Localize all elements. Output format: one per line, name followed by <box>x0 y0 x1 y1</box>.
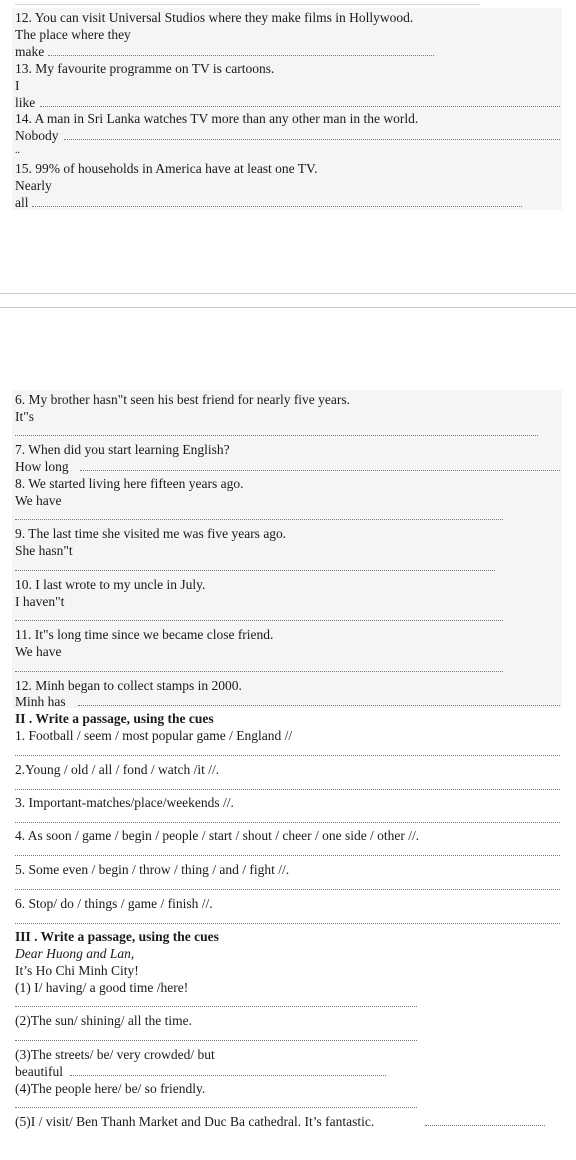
question-9-start: She hasn"t <box>15 543 73 558</box>
question-10: 10. I last wrote to my uncle in July. <box>15 577 206 592</box>
answer-line <box>78 705 560 706</box>
letter-cue-5: (5)I / visit/ Ben Thanh Market and Duc Ba cathedral. It’s fantastic. <box>15 1114 375 1129</box>
page-separator <box>0 293 576 294</box>
answer-line <box>15 671 503 672</box>
answer-line <box>48 55 434 56</box>
answer-line <box>425 1125 545 1126</box>
answer-line <box>15 1040 417 1041</box>
question-15-start: all <box>15 195 29 210</box>
letter-cue-1: (1) I/ having/ a good time /here! <box>15 980 189 995</box>
answer-line <box>80 470 560 471</box>
question-13-start: like <box>15 95 36 110</box>
question-8-start: We have <box>15 493 62 508</box>
question-12-a-start: make <box>15 44 45 59</box>
letter-cue-2: (2)The sun/ shining/ all the time. <box>15 1013 192 1028</box>
cue-item: 3. Important-matches/place/weekends //. <box>15 795 234 810</box>
section-3-heading: III . Write a passage, using the cues <box>15 929 219 944</box>
answer-line <box>15 889 560 890</box>
letter-cue-4: (4)The people here/ be/ so friendly. <box>15 1081 206 1096</box>
answer-line <box>32 206 522 207</box>
question-7-start: How long <box>15 459 69 474</box>
answer-line <box>15 923 560 924</box>
answer-line <box>40 106 560 107</box>
top-rule <box>15 4 480 5</box>
cue-item: 1. Football / seem / most popular game / England // <box>15 728 293 743</box>
question-8: 8. We started living here fifteen years ago. <box>15 476 244 491</box>
cue-item: 2.Young / old / all / fond / watch /it //. <box>15 762 220 777</box>
cue-item: 6. Stop/ do / things / game / finish //. <box>15 896 213 911</box>
answer-line <box>15 1006 417 1007</box>
page-separator <box>0 307 576 308</box>
cue-item: 4. As soon / game / begin / people / start / shout / cheer / one side / other //. <box>15 828 420 843</box>
answer-line <box>15 1107 417 1108</box>
question-12-b-start: Minh has <box>15 694 66 709</box>
question-6-start: It"s <box>15 409 35 424</box>
question-15-prompt: Nearly <box>15 178 52 193</box>
part-b-background <box>12 390 562 708</box>
question-13: 13. My favourite programme on TV is cartoons. <box>15 61 275 76</box>
question-6: 6. My brother hasn"t seen his best friend for nearly five years. <box>15 392 351 407</box>
question-11: 11. It"s long time since we became close friend. <box>15 627 274 642</box>
answer-line <box>15 755 560 756</box>
question-15: 15. 99% of households in America have at least one TV. <box>15 161 318 176</box>
letter-greeting: Dear Huong and Lan, <box>15 946 135 961</box>
question-12-a: 12. You can visit Universal Studios where they make films in Hollywood. <box>15 10 414 25</box>
section-2-heading: II . Write a passage, using the cues <box>15 711 214 726</box>
answer-line <box>64 139 560 140</box>
question-14: 14. A man in Sri Lanka watches TV more than any other man in the world. <box>15 111 419 126</box>
answer-line <box>70 1075 386 1076</box>
answer-line <box>15 789 560 790</box>
question-9: 9. The last time she visited me was five years ago. <box>15 526 287 541</box>
answer-line <box>15 519 503 520</box>
question-7: 7. When did you start learning English? <box>15 442 230 457</box>
answer-line <box>15 822 560 823</box>
question-14-continuation: .. <box>15 145 20 156</box>
answer-line <box>15 855 560 856</box>
letter-cue-3: (3)The streets/ be/ very crowded/ but <box>15 1047 215 1062</box>
question-14-start: Nobody <box>15 128 59 143</box>
answer-line <box>15 435 538 436</box>
question-13-prompt: I <box>15 78 20 93</box>
question-12-a-prompt: The place where they <box>15 27 131 42</box>
question-12-b: 12. Minh began to collect stamps in 2000. <box>15 678 242 693</box>
answer-line <box>15 570 495 571</box>
question-11-start: We have <box>15 644 62 659</box>
cue-item: 5. Some even / begin / throw / thing / and / fight //. <box>15 862 290 877</box>
letter-intro: It’s Ho Chi Minh City! <box>15 963 139 978</box>
letter-cue-3-continued: beautiful <box>15 1064 63 1079</box>
question-10-start: I haven"t <box>15 594 65 609</box>
answer-line <box>15 620 503 621</box>
